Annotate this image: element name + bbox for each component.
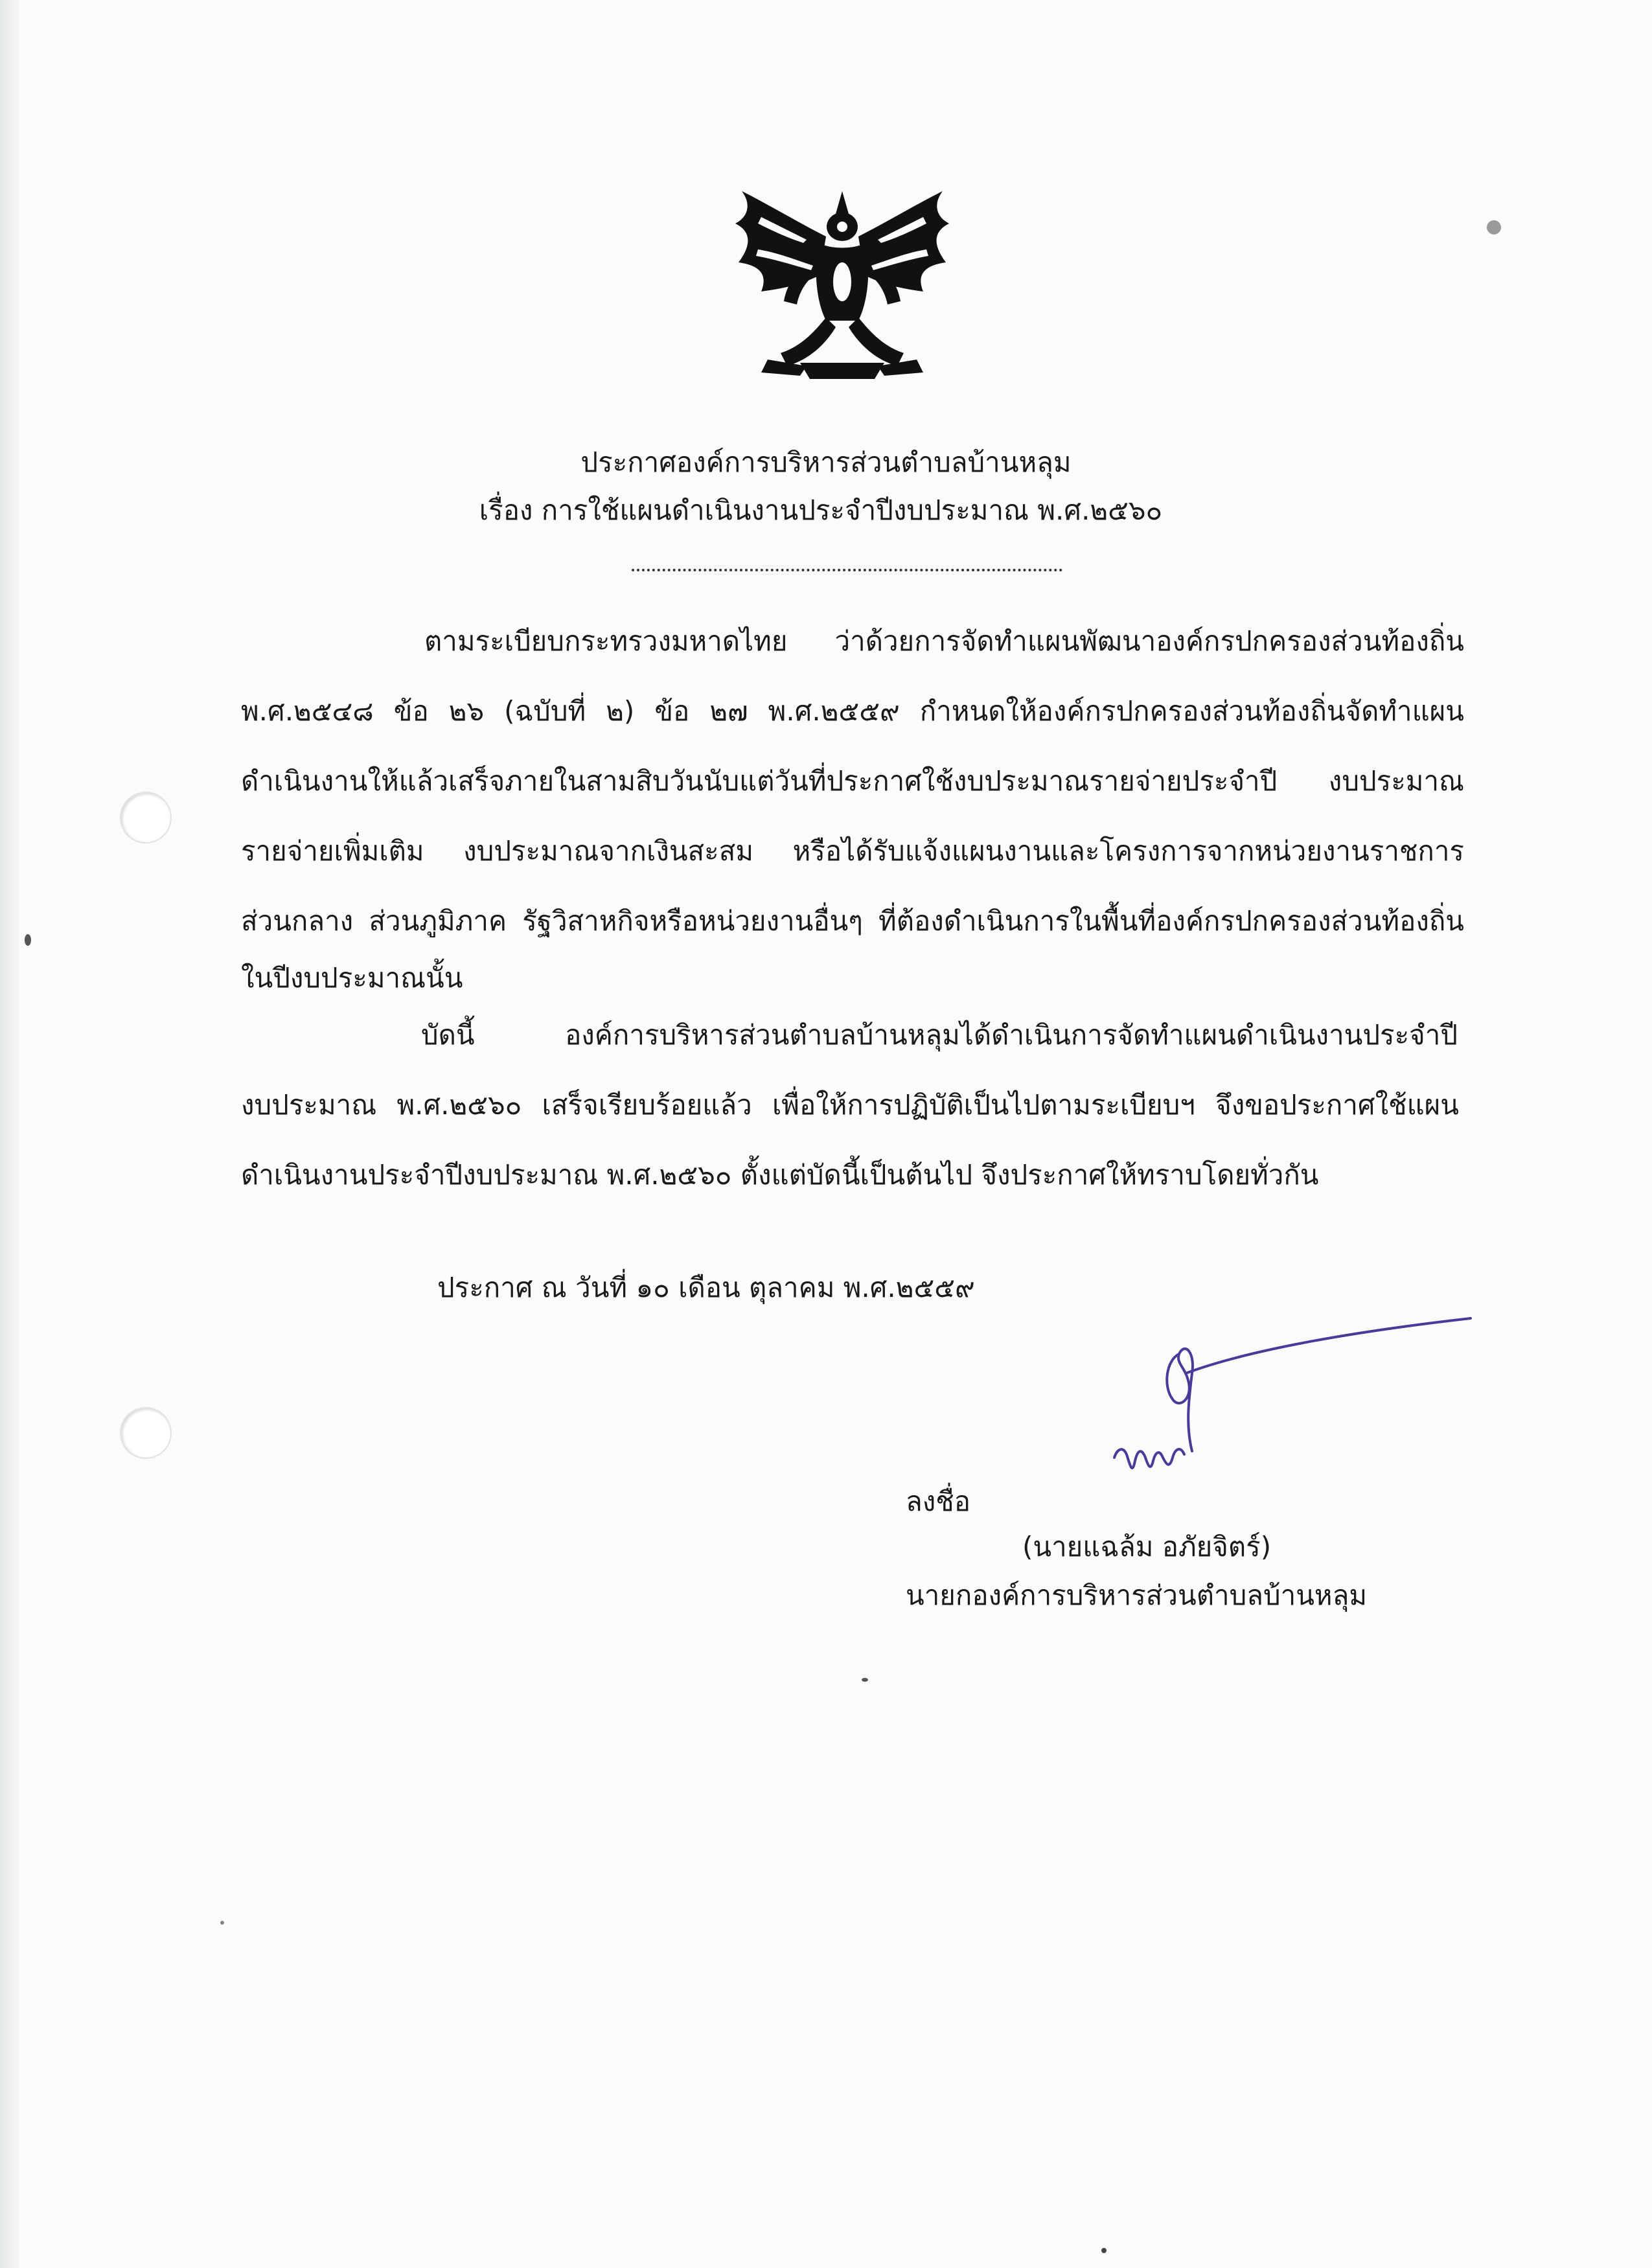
punch-hole-upper	[120, 792, 172, 843]
paragraph-1-line: ดำเนินงานให้แล้วเสร็จภายในสามสิบวันนับแต่วันที่ประกาศใช้งบประมาณรายจ่ายประจำปี งบประมาณ	[241, 765, 1464, 797]
scan-speck	[1101, 2248, 1107, 2253]
paragraph-2-line: ดำเนินงานประจำปีงบประมาณ พ.ศ.๒๕๖๐ ตั้งแต่บัดนี้เป็นต้นไป จึงประกาศให้ทราบโดยทั่วกัน	[241, 1159, 1319, 1191]
paragraph-1-line: ตามระเบียบกระทรวงมหาดไทย ว่าด้วยการจัดทำแผนพัฒนาองค์กรปกครองส่วนท้องถิ่น	[424, 625, 1464, 657]
signature-scribble	[1095, 1302, 1484, 1490]
announcement-date: ประกาศ ณ วันที่ ๑๐ เดือน ตุลาคม พ.ศ.๒๕๕๙	[437, 1272, 975, 1303]
paragraph-1-line: ในปีงบประมาณนั้น	[241, 962, 463, 994]
scan-speck	[862, 1678, 868, 1682]
document-subject: เรื่อง การใช้แผนดำเนินงานประจำปีงบประมาณ พ.ศ.๒๕๖๐	[479, 494, 1163, 526]
punch-hole-lower	[120, 1407, 172, 1459]
paragraph-2-line: บัดนี้ องค์การบริหารส่วนตำบลบ้านหลุมได้ดำเนินการจัดทำแผนดำเนินงานประจำปี	[421, 1019, 1458, 1051]
scan-speck	[1487, 220, 1501, 235]
title-divider	[632, 569, 1062, 571]
scan-speck	[25, 934, 31, 946]
scan-speck	[220, 1921, 224, 1925]
paragraph-1-line: รายจ่ายเพิ่มเติม งบประมาณจากเงินสะสม หรือได้รับแจ้งแผนงานและโครงการจากหน่วยงานราชการ	[241, 835, 1464, 867]
paragraph-1-line: ส่วนกลาง ส่วนภูมิภาค รัฐวิสาหกิจหรือหน่วยงานอื่นๆ ที่ต้องดำเนินการในพื้นที่องค์กรปกครองส่วนท้องถิ่น	[241, 905, 1464, 937]
paragraph-1-line: พ.ศ.๒๕๔๘ ข้อ ๒๖ (ฉบับที่ ๒) ข้อ ๒๗ พ.ศ.๒๕๕๙ กำหนดให้องค์กรปกครองส่วนท้องถิ่นจัดทำแผน	[241, 695, 1464, 727]
document-title: ประกาศองค์การบริหารส่วนตำบลบ้านหลุม	[580, 446, 1072, 478]
signer-name: (นายแฉล้ม อภัยจิตร์)	[1022, 1531, 1272, 1563]
scan-edge	[0, 0, 19, 2268]
sign-label: ลงชื่อ	[906, 1485, 970, 1517]
paragraph-2-line: งบประมาณ พ.ศ.๒๕๖๐ เสร็จเรียบร้อยแล้ว เพื่อให้การปฏิบัติเป็นไปตามระเบียบฯ จึงขอประกาศใช้แผน	[241, 1089, 1459, 1121]
garuda-emblem-icon	[722, 178, 962, 392]
signer-position: นายกองค์การบริหารส่วนตำบลบ้านหลุม	[906, 1579, 1368, 1611]
